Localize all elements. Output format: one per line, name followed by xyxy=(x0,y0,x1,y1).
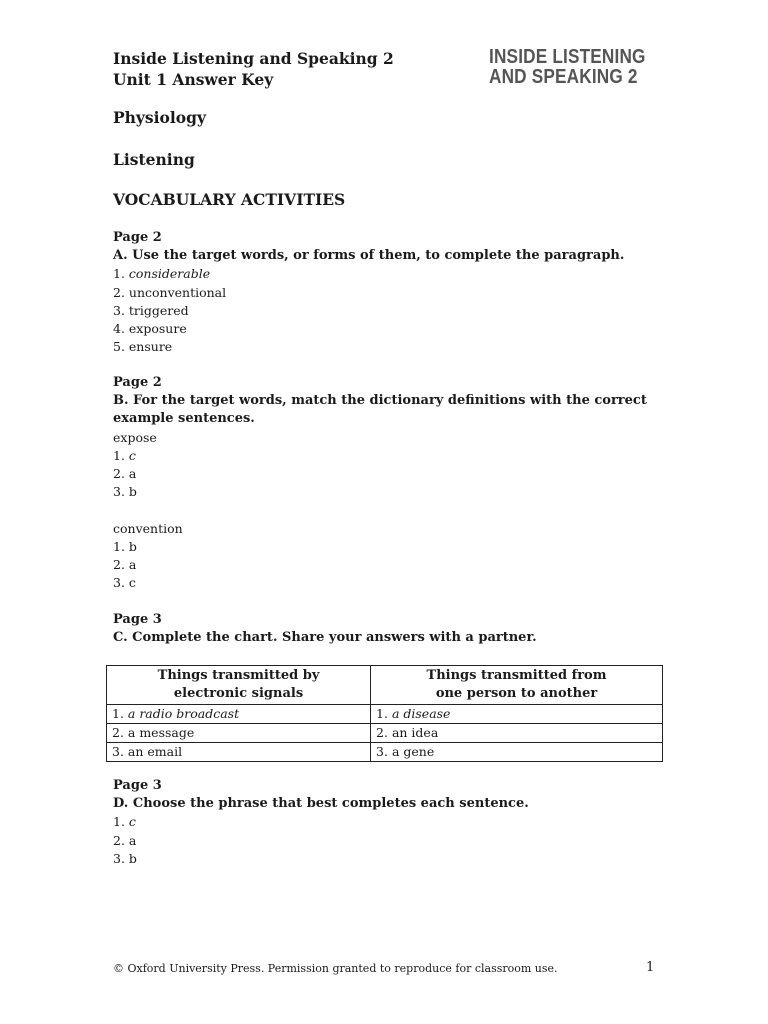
list-item: 3. c xyxy=(113,575,136,591)
exercise-b xyxy=(113,374,653,592)
copyright-footer: © Oxford University Press. Permission granted to reproduce for classroom use. xyxy=(113,962,558,975)
brand-line-1: INSIDE LISTENING xyxy=(489,46,646,68)
target-word-convention: convention xyxy=(113,520,183,536)
page-number: 1 xyxy=(646,960,655,975)
book-title: Inside Listening and Speaking 2 xyxy=(113,49,394,68)
exercise-d-instruction: D. Choose the phrase that best completes each sentence. xyxy=(113,796,529,812)
table-row xyxy=(107,743,663,762)
exercise-d xyxy=(113,777,653,868)
example-answer: considerable xyxy=(128,266,211,282)
table-row xyxy=(107,724,663,743)
list-item: 2. a xyxy=(113,832,137,848)
exercise-c-instruction: C. Complete the chart. Share your answers with a partner. xyxy=(113,630,537,646)
list-item: 3. b xyxy=(113,484,137,500)
section-heading: Listening xyxy=(113,150,195,169)
table-cell: 3. an email xyxy=(107,743,371,762)
activities-heading: VOCABULARY ACTIVITIES xyxy=(113,190,346,209)
table-cell: 3. a gene xyxy=(371,743,663,762)
exercise-b-page: Page 2 xyxy=(113,375,162,390)
column-header-electronic: Things transmitted by electronic signals xyxy=(107,666,371,705)
target-word-expose: expose xyxy=(113,429,157,445)
exercise-b-instruction-line-1: B. For the target words, match the dictionary definitions with the correct xyxy=(113,393,647,409)
exercise-c xyxy=(113,611,653,647)
table-cell: 2. a message xyxy=(107,724,371,743)
table-cell: 1. a disease xyxy=(371,705,663,724)
example-answer: c xyxy=(128,447,136,463)
exercise-b-instruction-line-2: example sentences. xyxy=(113,411,255,427)
list-item: 2. unconventional xyxy=(113,284,227,300)
exercise-a-instruction: A. Use the target words, or forms of them, to complete the paragraph. xyxy=(113,248,625,264)
list-item: 1. considerable xyxy=(113,266,211,282)
list-item: 4. exposure xyxy=(113,321,187,337)
list-item: 1. b xyxy=(113,538,137,554)
list-item: 1. c xyxy=(113,447,136,463)
brand-line-2: AND SPEAKING 2 xyxy=(489,66,638,88)
topic-heading: Physiology xyxy=(113,108,206,127)
exercise-c-page: Page 3 xyxy=(113,612,162,627)
list-item: 1. c xyxy=(113,814,136,830)
example-answer: c xyxy=(128,814,136,830)
table-cell: 1. a radio broadcast xyxy=(107,705,371,724)
table-cell: 2. an idea xyxy=(371,724,663,743)
unit-title: Unit 1 Answer Key xyxy=(113,70,274,89)
brand-logo xyxy=(489,47,646,87)
table-row xyxy=(107,705,663,724)
exercise-d-page: Page 3 xyxy=(113,778,162,793)
exercise-a-page: Page 2 xyxy=(113,230,162,245)
transmission-chart xyxy=(106,665,663,762)
document-header xyxy=(113,48,394,90)
list-item: 3. triggered xyxy=(113,302,189,318)
list-item: 5. ensure xyxy=(113,339,173,355)
list-item: 2. a xyxy=(113,466,137,482)
list-item: 3. b xyxy=(113,850,137,866)
list-item: 2. a xyxy=(113,557,137,573)
exercise-a xyxy=(113,229,653,356)
column-header-person: Things transmitted from one person to another xyxy=(371,666,663,705)
